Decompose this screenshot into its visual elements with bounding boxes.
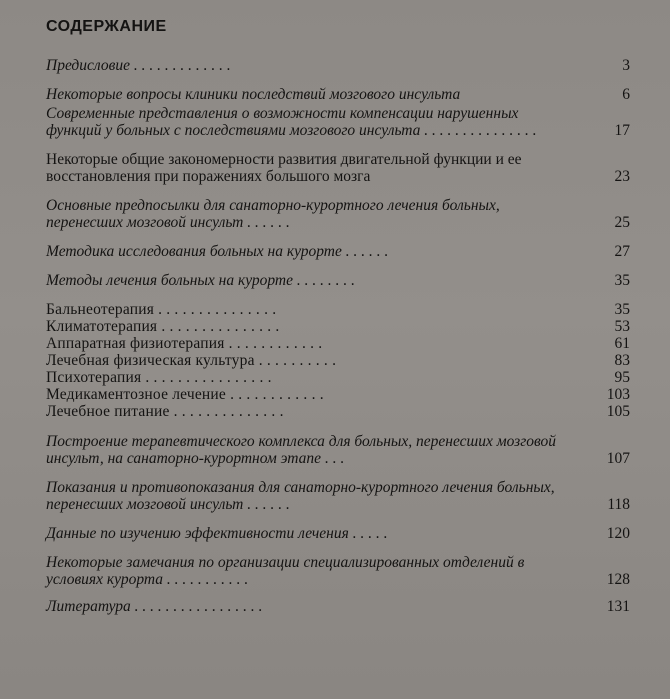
toc-entry-title: Лечебное питание . . . . . . . . . . . . . .	[46, 403, 284, 420]
toc-entry	[46, 57, 634, 74]
toc-entry-title: Литература . . . . . . . . . . . . . . . . .	[46, 598, 263, 615]
toc-entry	[46, 352, 634, 369]
toc-entry-page: 107	[606, 450, 630, 467]
toc-entry	[46, 86, 634, 103]
toc-entry	[46, 272, 634, 289]
toc-entry	[46, 197, 634, 231]
toc-entry-title: Современные представления о возможности компенсации нарушенных функций у больных с последствиями мозгового инсульта . . . . . . . . . . . . . . .	[46, 105, 537, 139]
toc-entry	[46, 433, 634, 467]
toc-entry-title: Некоторые общие закономерности развития двигательной функции и ее восстановления при поражениях большого мозга	[46, 151, 522, 185]
toc-entry	[46, 243, 634, 260]
toc-entry-page: 131	[606, 598, 630, 615]
toc-entry-page: 61	[614, 335, 630, 352]
toc-entry	[46, 403, 634, 420]
toc-entry-page: 27	[614, 243, 630, 260]
toc-entry-title: Некоторые замечания по организации специализированных отделений в условиях курорта . . . . . . . . . . .	[46, 554, 525, 588]
toc-entry-page: 23	[614, 168, 630, 185]
toc-entry	[46, 369, 634, 386]
toc-entry-page: 35	[614, 272, 630, 289]
toc-entry	[46, 525, 634, 542]
toc-entry	[46, 301, 634, 318]
toc-entry-page: 35	[614, 301, 630, 318]
toc-entry-title: Психотерапия . . . . . . . . . . . . . . . .	[46, 369, 272, 386]
toc-entry-page: 103	[606, 386, 630, 403]
toc-entry-title: Климатотерапия . . . . . . . . . . . . . . .	[46, 318, 280, 335]
toc-entry-title: Предисловие . . . . . . . . . . . . .	[46, 57, 231, 74]
toc-entry	[46, 335, 634, 352]
toc-entry-page: 53	[614, 318, 630, 335]
toc-entry-page: 95	[614, 369, 630, 386]
toc-entry-page: 25	[614, 214, 630, 231]
toc-entry	[46, 151, 634, 185]
toc-entry-page: 128	[606, 571, 630, 588]
toc-entry	[46, 479, 634, 513]
toc-entry-page: 3	[622, 57, 630, 74]
toc-entry-page: 120	[606, 525, 630, 542]
toc-entry-page: 83	[614, 352, 630, 369]
toc-entry	[46, 386, 634, 403]
toc-entry-page: 105	[606, 403, 630, 420]
toc-entry	[46, 318, 634, 335]
toc-entry-page: 118	[607, 496, 630, 513]
toc-entry-title: Лечебная физическая культура . . . . . . . . . .	[46, 352, 337, 369]
toc-entry-page: 6	[622, 86, 630, 103]
toc-entry-title: Медикаментозное лечение . . . . . . . . . . . .	[46, 386, 324, 403]
toc-entry-title: Построение терапевтического комплекса для больных, перенесших мозговой инсульт, на санаторно-курортном этапе . . .	[46, 433, 557, 467]
toc-entry-title: Аппаратная физиотерапия . . . . . . . . . . . .	[46, 335, 323, 352]
toc-entry-title: Некоторые вопросы клиники последствий мозгового инсульта	[46, 86, 461, 103]
toc-entry-page: 17	[614, 122, 630, 139]
page-title: СОДЕРЖАНИЕ	[46, 18, 167, 35]
toc-entry-title: Методика исследования больных на курорте . . . . . .	[46, 243, 389, 260]
toc-entry	[46, 598, 634, 615]
toc-entry-title: Основные предпосылки для санаторно-курортного лечения больных, перенесших мозговой инсульт . . . . . .	[46, 197, 500, 231]
toc-entry-title: Данные по изучению эффективности лечения . . . . .	[46, 525, 388, 542]
toc-entry-title: Методы лечения больных на курорте . . . . . . . .	[46, 272, 356, 289]
toc-entry-title: Бальнеотерапия . . . . . . . . . . . . . . .	[46, 301, 277, 318]
table-of-contents	[46, 55, 634, 615]
toc-entry	[46, 554, 634, 588]
toc-entry	[46, 105, 634, 139]
toc-entry-title: Показания и противопоказания для санаторно-курортного лечения больных, перенесших мозговой инсульт . . . . . .	[46, 479, 555, 513]
